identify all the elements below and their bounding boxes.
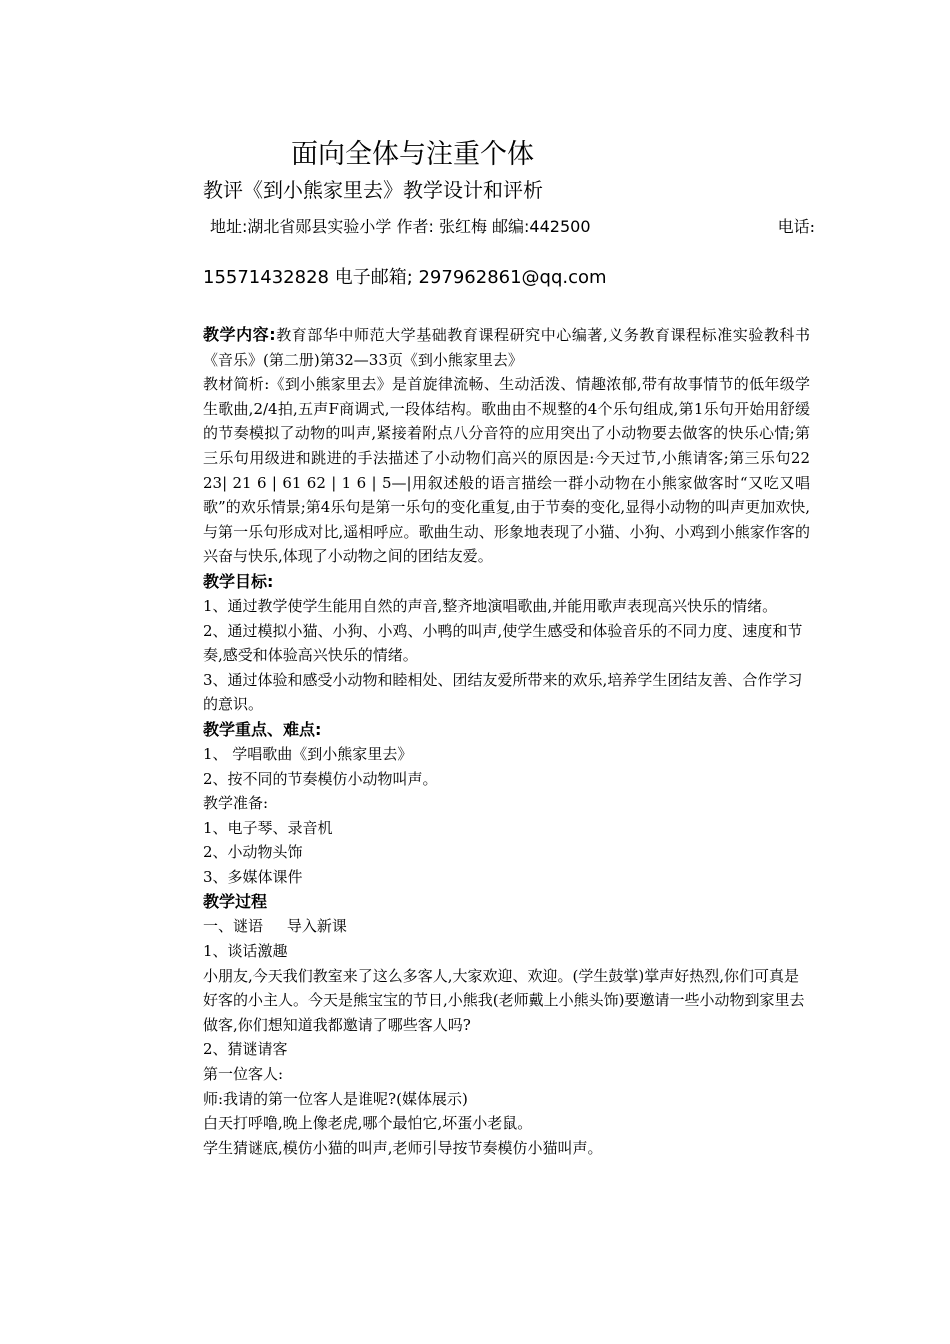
key-point-item: 2、按不同的节奏模仿小动物叫声。 [203,769,438,788]
goal-item: 1、通过教学使学生能用自然的声音,整齐地演唱歌曲,并能用歌声表现高兴快乐的情绪。 [203,596,778,615]
document-subtitle: 教评《到小熊家里去》教学设计和评析 [203,178,543,202]
goal-item: 2、通过模拟小猫、小狗、小鸡、小鸭的叫声,使学生感受和体验音乐的不同力度、速度和节奏,感受和体验高兴快乐的情绪。 [203,621,803,665]
goal-item: 3、通过体验和感受小动物和睦相处、团结友爱所带来的欢乐,培养学生团结友善、合作学习的意识。 [203,670,803,714]
document-body [203,323,810,1160]
process-line: 学生猜谜底,模仿小猫的叫声,老师引导按节奏模仿小猫叫声。 [203,1138,603,1157]
key-points-heading: 教学重点、难点: [203,719,322,739]
analysis-paragraph: 教材简析:《到小熊家里去》是首旋律流畅、生动活泼、情趣浓郁,带有故事情节的低年级学生歌曲,2/4拍,五声F商调式,一段体结构。歌曲由不规整的4个乐句组成,第1乐句开始用舒缓的节奏模拟了动物的叫声,紧接着附点八分音符的应用突出了小动物要去做客的快乐心情;第三乐句用级进和跳进的手法描述了小动物们高兴的原因是:今天过节,小熊请客;第三乐句22 23| 21 6 | 61 62 | 1 6 | 5—|用叙述般的语言描绘一群小动物在小熊家做客时“又吃又唱歌”的欢乐情景;第4乐句是第一乐句的变化重复,由于节奏的变化,显得小动物的叫声更加欢快,与第一乐句形成对比,遥相呼应。歌曲生动、形象地表现了小猫、小狗、小鸡到小熊家作客的兴奋与快乐,体现了小动物之间的团结友爱。 [203,375,810,566]
author-info-line [210,214,815,237]
key-point-item: 1、 学唱歌曲《到小熊家里去》 [203,744,413,763]
preparation-heading: 教学准备: [203,794,269,813]
process-line: 一、谜语 导入新课 [203,917,347,936]
process-line: 小朋友,今天我们教室来了这么多客人,大家欢迎、欢迎。(学生鼓掌)掌声好热烈,你们可真是好客的小主人。今天是熊宝宝的节日,小熊我(老师戴上小熊头饰)要邀请一些小动物到家里去做客,你们想知道我都邀请了哪些客人吗? [203,966,805,1034]
content-text: 教育部华中师范大学基础教育课程研究中心编著,义务教育课程标准实验教科书《音乐》(第二册)第32—33页《到小熊家里去》 [203,326,810,369]
preparation-item: 1、电子琴、录音机 [203,818,333,837]
process-line: 白天打呼噜,晚上像老虎,哪个最怕它,坏蛋小老鼠。 [203,1114,533,1133]
address-text: 地址:湖北省郧县实验小学 作者: 张红梅 邮编:442500 [210,217,591,236]
process-heading: 教学过程 [203,892,268,912]
content-label: 教学内容: [203,325,276,344]
goals-heading: 教学目标: [203,571,274,591]
phone-email-line: 15571432828 电子邮箱; 297962861@qq.com [203,267,607,288]
process-line: 师:我请的第一位客人是谁呢?(媒体展示) [203,1089,468,1108]
preparation-item: 2、小动物头饰 [203,843,303,862]
document-title: 面向全体与注重个体 [291,139,534,170]
phone-label: 电话: [777,217,815,236]
process-line: 1、谈话激趣 [203,942,288,961]
content-paragraph [203,323,810,372]
preparation-item: 3、多媒体课件 [203,867,303,886]
process-line: 2、猜谜请客 [203,1040,288,1059]
process-line: 第一位客人: [203,1065,284,1084]
